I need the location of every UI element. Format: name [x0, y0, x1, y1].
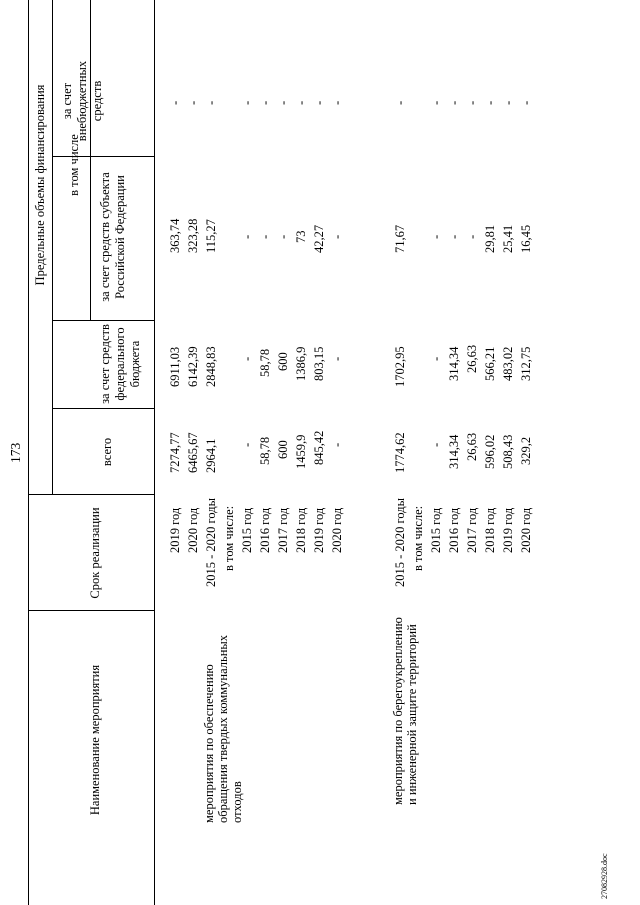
extra-cell: - — [447, 100, 461, 105]
extra-cell: - — [294, 100, 308, 105]
federal-cell: 314,34 — [447, 346, 461, 381]
extra-cell: - — [204, 100, 218, 105]
header-total: всего — [100, 437, 114, 467]
federal-cell: 600 — [276, 352, 290, 371]
period-cell: 2019 год — [168, 507, 182, 553]
federal-cell: 1702,95 — [393, 346, 407, 387]
total-cell: 58,78 — [258, 436, 272, 465]
header-top-border — [28, 0, 29, 905]
total-cell: 314,34 — [447, 434, 461, 469]
col-divider-total-federal — [52, 408, 154, 409]
row-name-solid-waste: мероприятия по обеспечению обращения твердых коммунальных отходов — [202, 634, 244, 823]
header-including: в том числе — [67, 134, 81, 196]
total-cell: 7274,77 — [168, 432, 182, 473]
period-cell: 2015 - 2020 годы — [204, 497, 218, 587]
total-cell: - — [240, 442, 254, 447]
extra-cell: - — [483, 100, 497, 105]
total-cell: 600 — [276, 440, 290, 459]
federal-cell: 58,78 — [258, 348, 272, 377]
extra-cell: - — [276, 100, 290, 105]
period-cell: 2015 год — [240, 507, 254, 553]
limits-underline — [52, 0, 53, 495]
extra-cell: - — [429, 100, 443, 105]
period-cell: 2017 год — [465, 507, 479, 553]
federal-cell: 566,21 — [483, 346, 497, 381]
period-cell: 2016 год — [258, 507, 272, 553]
extra-cell: - — [519, 100, 533, 105]
header-bottom-border — [154, 0, 155, 905]
total-cell: 508,43 — [501, 434, 515, 469]
federal-cell: 1386,9 — [294, 346, 308, 381]
regional-cell: 323,28 — [186, 218, 200, 253]
federal-cell: 483,02 — [501, 346, 515, 381]
period-cell: 2020 год — [330, 507, 344, 553]
extra-cell: - — [330, 100, 344, 105]
total-cell: 845,42 — [312, 430, 326, 465]
regional-cell: 25,41 — [501, 224, 515, 253]
footer-code: 27082928.doc — [600, 853, 609, 899]
period-cell: 2020 год — [186, 507, 200, 553]
extra-cell: - — [240, 100, 254, 105]
period-cell: 2016 год — [447, 507, 461, 553]
col-divider-period-total — [28, 494, 154, 495]
federal-cell: 803,15 — [312, 346, 326, 381]
header-name: Наименование мероприятия — [88, 664, 102, 816]
period-cell: 2015 - 2020 годы — [393, 497, 407, 587]
header-limits: Предельные объемы финансирования — [33, 84, 47, 286]
total-cell: - — [330, 442, 344, 447]
regional-cell: 42,27 — [312, 224, 326, 253]
total-cell: 26,63 — [465, 432, 479, 461]
row-name-shore-protection: мероприятия по берегоукреплению и инженерной защите территорий — [391, 617, 419, 805]
col-divider-name-period — [28, 610, 154, 611]
regional-cell: - — [276, 234, 290, 239]
period-cell: в том числе: — [411, 505, 425, 571]
regional-cell: - — [258, 234, 272, 239]
regional-cell: - — [465, 234, 479, 239]
period-cell: 2019 год — [312, 507, 326, 553]
header-extrabudget: за счет внебюджетных средств — [60, 60, 104, 142]
extra-cell: - — [168, 100, 182, 105]
period-cell: 2017 год — [276, 507, 290, 553]
period-cell: в том числе: — [222, 505, 236, 571]
federal-cell: 312,75 — [519, 346, 533, 381]
extra-cell: - — [501, 100, 515, 105]
regional-cell: - — [330, 234, 344, 239]
regional-cell: - — [240, 234, 254, 239]
total-cell: 1774,62 — [393, 432, 407, 473]
regional-cell: 29,81 — [483, 224, 497, 253]
extra-cell: - — [186, 100, 200, 105]
regional-cell: 73 — [294, 230, 308, 243]
period-cell: 2018 год — [483, 507, 497, 553]
header-period: Срок реализации — [88, 507, 102, 599]
header-federal: за счет средств федерального бюджета — [98, 324, 142, 404]
total-cell: 2964,1 — [204, 438, 218, 473]
regional-cell: - — [447, 234, 461, 239]
period-cell: 2018 год — [294, 507, 308, 553]
period-cell: 2015 год — [429, 507, 443, 553]
regional-cell: 71,67 — [393, 224, 407, 253]
total-cell: - — [429, 442, 443, 447]
total-cell: 596,02 — [483, 434, 497, 469]
federal-cell: 26,63 — [465, 344, 479, 373]
header-regional: за счет средств субъекта Российской Федерации — [98, 172, 127, 302]
federal-cell: - — [240, 356, 254, 361]
federal-cell: 6911,03 — [168, 346, 182, 387]
extra-cell: - — [465, 100, 479, 105]
regional-cell: 16,45 — [519, 224, 533, 253]
regional-cell: 115,27 — [204, 219, 218, 253]
federal-cell: 2848,83 — [204, 346, 218, 387]
page-number: 173 — [8, 442, 23, 463]
federal-cell: - — [330, 356, 344, 361]
regional-cell: - — [429, 234, 443, 239]
federal-cell: - — [429, 356, 443, 361]
total-cell: 1459,9 — [294, 434, 308, 469]
total-cell: 329,2 — [519, 436, 533, 465]
extra-cell: - — [312, 100, 326, 105]
period-cell: 2019 год — [501, 507, 515, 553]
period-cell: 2020 год — [519, 507, 533, 553]
federal-cell: 6142,39 — [186, 346, 200, 387]
regional-cell: 363,74 — [168, 218, 182, 253]
total-cell: 6465,67 — [186, 432, 200, 473]
extra-cell: - — [393, 100, 407, 105]
extra-cell: - — [258, 100, 272, 105]
